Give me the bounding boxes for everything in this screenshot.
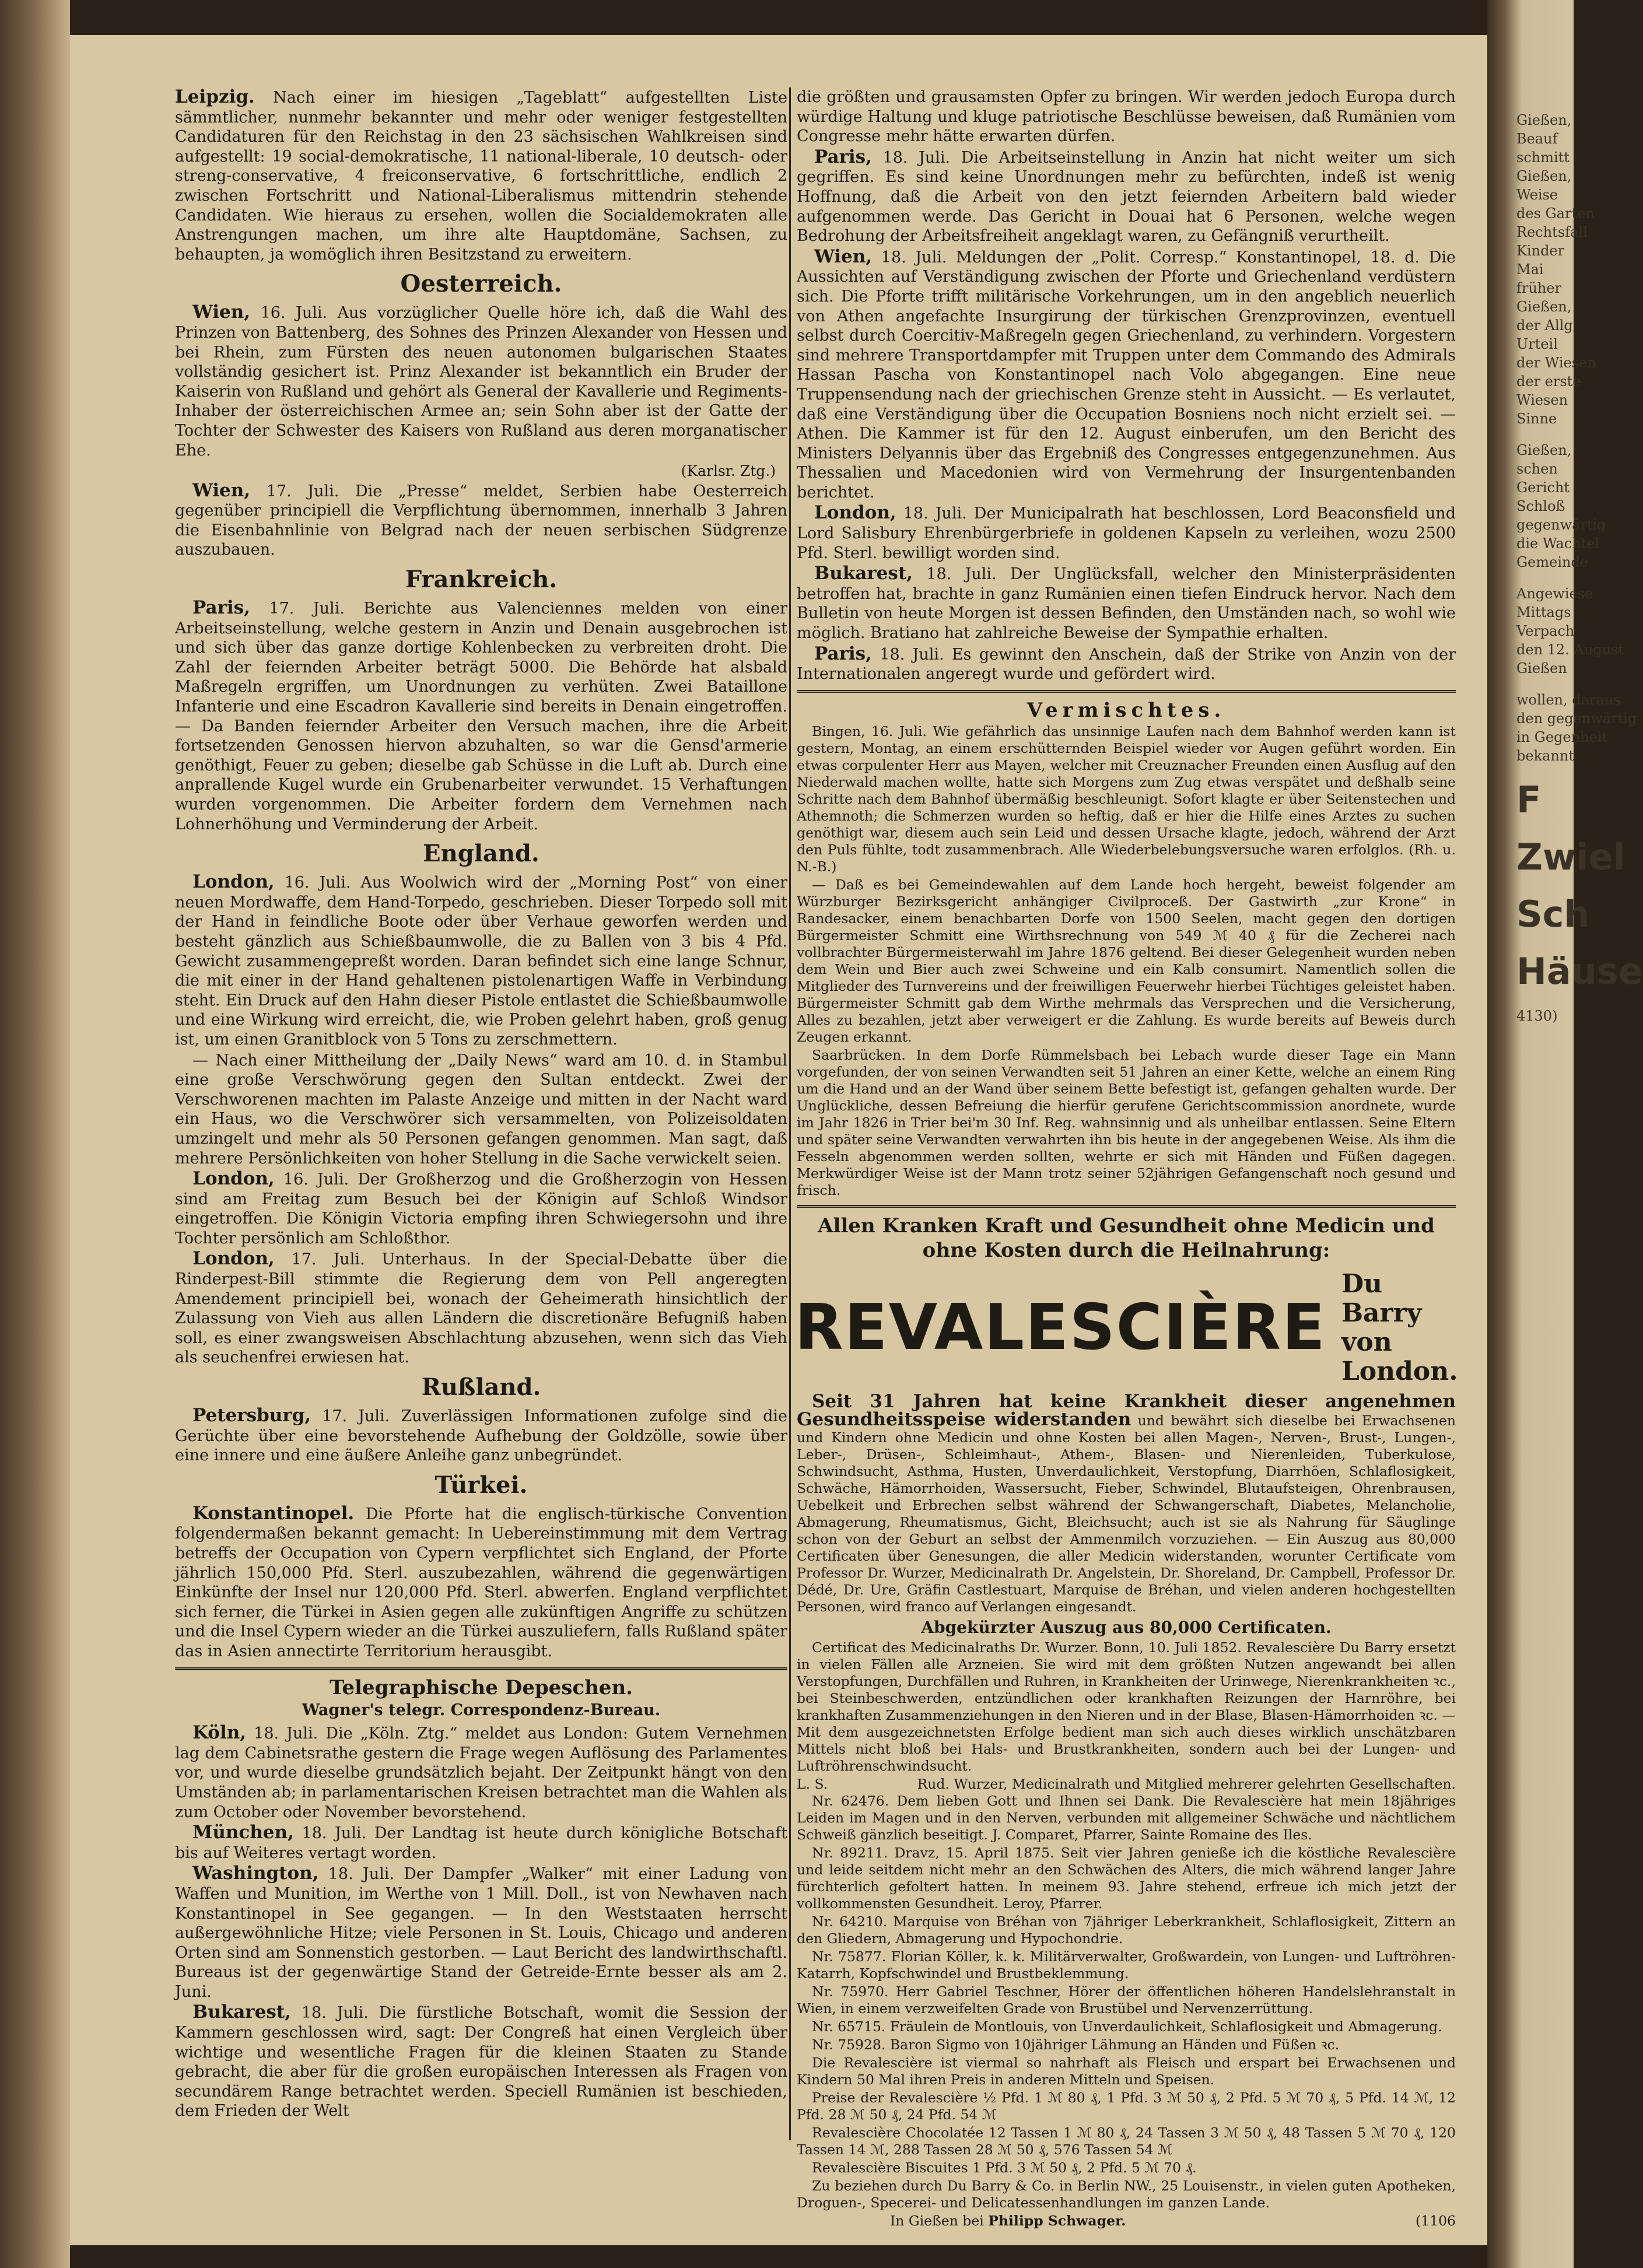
- article-bukarest-2: Bukarest, 18. Juli. Der Unglücksfall, welcher den Ministerpräsidenten betroffen hat, brachte in ganz Rumänien einen tiefen Eindruck hervor. Nach dem Bulletin von heute Morgen ist dessen Befinden, den Umständen nach, so wohl wie möglich. Bratiano hat zahlreiche Beweise der Sympathie erhalten.: [797, 563, 1456, 643]
- neighbor-page-text: Gießen, Beauf schmitt Gießen, Weise des Garten Rechtsfall Kinder Mai früher Gießen, der Allg Urteil der Wiesen der erste Wiesen Sinne Gießen, schen Gericht Schloß gegenwärtig die Wachtel Gemeinde Angewiese Mittags Verpach den 12. August Gießen wollen, daraus den gegenwärtig in Gegenheit bekannt F Zwiel Sch Häuse 4130): [1516, 112, 1643, 1024]
- book-binding: [0, 0, 70, 2268]
- article-london-3: London, 17. Juli. Unterhaus. In der Special-Debatte über die Rinderpest-Bill stimmte die Regierung dem von Pell angeregten Amendement principiell bei, wonach der Geheimerath hinsichtlich der Zulassung von Vieh aus allen Ländern die discretionäre Befugniß haben soll, es einer zwangsweisen Abschlachtung abzusehen, wenn sich das Vieh als seuchenfrei erwiesen hat.: [175, 1248, 787, 1367]
- section-heading-england: England.: [423, 840, 540, 868]
- right-column: [794, 87, 1458, 2230]
- ad-prices-3: Revalescière Biscuites 1 Pfd. 3 ℳ 50 ₰, 2 Pfd. 5 ℳ 70 ₰.: [812, 2159, 1197, 2176]
- ad-cert-7: Nr. 65715. Fräulein de Montlouis, von Unverdaulichkeit, Schlaflosigkeit und Abmagerung.: [812, 2018, 1442, 2035]
- revalesciere-ad: [794, 1214, 1458, 2230]
- ad-cert-3: Nr. 89211. Dravz, 15. April 1875. Seit vier Jahren genieße ich die köstliche Revalescière und leide seitdem nicht mehr an den Schwächen des Alters, die mich während langer Jahre fürchterlich gefoltert hatten. In meinem 93. Jahre stehend, erfreue ich mich jetzt der vollkommensten Gesundheit. Leroy, Pfarrer.: [797, 1844, 1456, 1912]
- section-rule: [797, 690, 1456, 693]
- article-wien-1: Wien, 16. Juli. Aus vorzüglicher Quelle höre ich, daß die Wahl des Prinzen von Battenberg, des Sohnes des Prinzen Alexander von Hessen und bei Rhein, zum Fürsten des neuen autonomen bulgarischen Staates vollständig gesichert ist. Prinz Alexander ist bekanntlich ein Bruder der Kaiserin von Rußland und gehört als General der Kavallerie und Regiments-Inhaber der österreichischen Armee an; sein Sohn aber ist der Gatte der Tochter der Schwester des Kaisers von Rußland aus deren morganatischer Ehe.: [175, 302, 787, 460]
- article-koeln: Köln, 18. Juli. Die „Köln. Ztg.“ meldet aus London: Gutem Vernehmen lag dem Cabinetsrathe gestern die Frage wegen Auflösung des Parlamentes vor, und wurde dieselbe grundsätzlich bejaht. Der Zeitpunkt hängt von den Umständen ab; in parlamentarischen Kreisen betrachtet man die Wahlen als zum October oder November bevorstehend.: [175, 1722, 787, 1821]
- section-heading-depeschen: Telegraphische Depeschen.: [329, 1675, 633, 1699]
- section-rule: [175, 1667, 787, 1670]
- ad-sellers: Zu beziehen durch Du Barry & Co. in Berlin NW., 25 Louisenstr., in vielen guten Apotheken, Droguen-, Specerei- und Delicatessenhandlungen im ganzen Lande.: [797, 2177, 1456, 2211]
- ad-brand: [794, 1268, 1458, 1386]
- ad-prices-1: Preise der Revalescière ½ Pfd. 1 ℳ 80 ₰, 1 Pfd. 3 ℳ 50 ₰, 2 Pfd. 5 ℳ 70 ₰, 5 Pfd. 14 ℳ, 12 Pfd. 28 ℳ 50 ₰, 24 Pfd. 54 ℳ: [797, 2089, 1456, 2123]
- article-source: (Karlsr. Ztg.): [681, 462, 776, 480]
- vermischtes-block: [797, 723, 1456, 1199]
- article-saarbruecken: Saarbrücken. In dem Dorfe Rümmelsbach bei Lebach wurde dieser Tage ein Mann vorgefunden, der von seinen Verwandten seit 51 Jahren an einer Kette, welche an einem Ring um die Hand und an der Wand über seinem Bette befestigt ist, gefangen gehalten wurde. Der Unglückliche, dessen Befreiung die hierfür gerufene Gerichtscommission anordnete, wurde im Jahr 1826 in Trier bei'm 30 Inf. Reg. wahnsinnig und als unheilbar entlassen. Seine Eltern und später seine Verwandten verwahrten ihn bis heute in der angegebenen Weise. Als ihm die Fesseln abgenommen werden sollten, wehrte er sich mit Händen und Füßen dagegen. Merkwürdiger Weise ist der Mann trotz seiner 52jährigen Gefangenschaft noch gesund und frisch.: [797, 1046, 1456, 1198]
- ad-cert-signature: L. S. Rud. Wurzer, Medicinalrath und Mitglied mehrerer gelehrten Gesellschaften.: [797, 1775, 1456, 1792]
- left-column: [175, 87, 787, 2122]
- section-heading-russland: Rußland.: [421, 1373, 541, 1401]
- article-konstantinopel: Konstantinopel. Die Pforte hat die englisch-türkische Convention folgendermaßen bekannt gemacht: In Uebereinstimmung mit dem Vertrag betreffs der Occupation von Cypern verpflichtet sich England, der Pforte jährlich 150,000 Pfd. Sterl. auszubezahlen, während die gegenwärtigen Einkünfte der Insel nur 120,000 Pfd. Sterl. abwerfen. England verpflichtet sich ferner, die Türkei in Asien gegen alle zukünftigen Angriffe zu schützen und die Insel Cypern wieder an die Türkei auszuliefern, falls Rußland später das in Asien annectirte Territorium herausgibt.: [175, 1502, 787, 1660]
- ad-brand-sub: Du Barry von London.: [1341, 1268, 1458, 1386]
- article-bukarest: Bukarest, 18. Juli. Die fürstliche Botschaft, womit die Session der Kammern geschlossen wird, sagt: Der Congreß hat einen Vergleich über wichtige und wesentliche Fragen für die kleinen Staaten zu Stande gebracht, die aber für die großen europäischen Interessen als Fragen von secundärem Range betrachtet werden. Speciell Rumänien ist beschieden, dem Frieden der Welt: [175, 2001, 787, 2120]
- ad-cert-4: Nr. 64210. Marquise von Bréhan von 7jähriger Leberkrankheit, Schlaflosigkeit, Zittern an den Gliedern, Abmagerung und Hypochondrie.: [797, 1913, 1456, 1947]
- article-paris-1: Paris, 18. Juli. Die Arbeitseinstellung in Anzin hat nicht weiter um sich gegriffen. Es sind keine Unordnungen mehr zu befürchten, indeß ist wenig Hoffnung, daß die Arbeit von den jetzt feiernden Arbeitern bald wieder aufgenommen werde. Das Gericht in Douai hat 6 Personen, welche wegen Bedrohung der Arbeitsfreiheit angeklagt waren, zu Gefängniß verurtheilt.: [797, 146, 1456, 246]
- article-london-1: London, 16. Juli. Aus Woolwich wird der „Morning Post“ von einer neuen Mordwaffe, dem Hand-Torpedo, geschrieben. Dieser Torpedo soll mit der Hand in feindliche Boote oder über Verhaue geworfen werden und besteht gänzlich aus Schießbaumwolle, die zu Ballen von 3 bis 4 Pfd. Gewicht zusammengepreßt worden. Daran befindet sich eine lange Schnur, die mit einer in der Hand gehaltenen pistolenartigen Waffe in Verbindung steht. Ein Druck auf den Hahn dieser Pistole entlastet die Schießbaumwolle und eine Wirkung wird erreicht, die, wie Proben gelehrt haben, groß genug ist, um einen Granitblock von 5 Tons zu zerschmettern.: [175, 871, 787, 1049]
- ad-cert-1: Certificat des Medicinalraths Dr. Wurzer. Bonn, 10. Juli 1852. Revalescière Du Barry ersetzt in vielen Fällen alle Arzneien. Sie wird mit dem größten Nutzen angewandt bei allen Verstopfungen, Durchfällen und Ruhren, in Krankheiten der Urinwege, Nierenkrankheiten ꝛc., bei Steinbeschwerden, entzündlichen oder krankhaften Reizungen der Harnröhre, bei krankhaften Zusammenziehungen in den Nieren und in der Blase, Blasen-Hämorrhoiden ꝛc. — Mit dem ausgezeichnetsten Erfolge bedient man sich auch dieses wirklich unschätzbaren Mittels nicht bloß bei Hals- und Brustkrankheiten, sondern auch bei der Lungen- und Luftröhrenschwindsucht.: [797, 1639, 1456, 1774]
- article-paris-2: Paris, 18. Juli. Es gewinnt den Anschein, daß der Strike von Anzin von der Internationalen angeregt wurde und gefördert wird.: [797, 643, 1456, 683]
- section-heading-oesterreich: Oesterreich.: [400, 270, 562, 298]
- ad-cert-2: Nr. 62476. Dem lieben Gott und Ihnen sei Dank. Die Revalescière hat mein 18jähriges Leiden im Magen und in den Nerven, verbunden mit allgemeiner Schwäche und nächtlichem Schweiß gänzlich beseitigt. J. Comparet, Pfarrer, Sainte Romaine des Iles.: [797, 1792, 1456, 1843]
- section-heading-frankreich: Frankreich.: [405, 566, 558, 594]
- article-leipzig: Leipzig. Nach einer im hiesigen „Tageblatt“ aufgestellten Liste sämmtlicher, nunmehr bekannter und mehr oder weniger festgestellten Candidaturen für den Reichstag in den 23 sächsischen Wahlkreisen sind aufgestellt: 19 social-demokratische, 11 national-liberale, 10 deutsch- oder streng-conservative, 4 freiconservative, 6 fortschrittliche, endlich 2 zwischen Fortschritt und National-Liberalismus mittendrin stehende Candidaten. Wie hieraus zu ersehen, wollen die Socialdemokraten alle Anstrengungen machen, um ihre alte Hauptdomäne, Sachsen, zu behaupten, ja womöglich ihren Besitzstand zu erweitern.: [175, 86, 787, 264]
- article-london-2: London, 16. Juli. Der Großherzog und die Großherzogin von Hessen sind am Freitag zum Besuch bei der Königin auf Schloß Windsor eingetroffen. Die Königin Victoria empfing ihren Schwiegersohn und ihre Tochter persönlich am Schloßthor.: [175, 1168, 787, 1247]
- ad-prices-2: Revalescière Chocolatée 12 Tassen 1 ℳ 80 ₰, 24 Tassen 3 ℳ 50 ₰, 48 Tassen 5 ℳ 70 ₰, 120 Tassen 14 ℳ, 288 Tassen 28 ℳ 50 ₰, 576 Tassen 54 ℳ: [797, 2124, 1456, 2158]
- section-heading-tuerkei: Türkei.: [435, 1471, 528, 1499]
- article-washington: Washington, 18. Juli. Der Dampfer „Walker“ mit einer Ladung von Waffen und Munition, im Werthe von 1 Mill. Doll., ist von Newhaven nach Konstantinopel in See gegangen. — In den Weststaaten herrscht außergewöhnliche Hitze; viele Personen in St. Louis, Chicago und anderen Orten sind am Sonnenstich gestorben. — Laut Bericht des landwirthschaftl. Bureaus ist der gegenwärtige Stand der Getreide-Ernte besser als am 2. Juni.: [175, 1863, 787, 2001]
- section-heading-vermischtes: Vermischtes.: [1027, 698, 1226, 722]
- article-paris: Paris, 17. Juli. Berichte aus Valenciennes melden von einer Arbeitseinstellung, welche gestern in Anzin und Denain ausgebrochen ist und sich über das ganze dortige Kohlenbecken zu verbreiten droht. Die Zahl der feiernden Arbeiter beträgt 5000. Die Behörde hat alsbald Maßregeln ergriffen, um Unordnungen zu verhüten. Zwei Bataillone Infanterie und eine Escadron Kavallerie sind bereits in Denain eingetroffen. — Da Banden feiernder Arbeiter den Versuch machen, ihre die Arbeit fortsetzenden Genossen hiervon abzuhalten, so war die Gensd'armerie genöthigt, Feuer zu geben; dieselbe gab Schüsse in die Luft ab. Durch eine anprallende Kugel wurde ein Grubenarbeiter verwundet. 15 Verhaftungen wurden vorgenommen. Die Arbeiter fordern dem Vernehmen nach Lohnerhöhung und Verminderung der Arbeit.: [175, 597, 787, 833]
- ad-cert-5: Nr. 75877. Florian Köller, k. k. Militärverwalter, Großwardein, von Lungen- und Luftröhren-Katarrh, Kopfschwindel und Brustbeklemmung.: [797, 1948, 1456, 1982]
- article-continuation: die größten und grausamsten Opfer zu bringen. Wir werden jedoch Europa durch würdige Haltung und kluge patriotische Beschlüsse beweisen, daß Rumänien vom Congresse mehr hätte erwarten dürfen.: [797, 88, 1456, 146]
- ad-prices-intro: Die Revalescière ist viermal so nahrhaft als Fleisch und erspart bei Erwachsenen und Kindern 50 Mal ihren Preis in anderen Mitteln und Speisen.: [797, 2054, 1456, 2088]
- article-wien-2: Wien, 17. Juli. Die „Presse“ meldet, Serbien habe Oesterreich gegenüber principiell die Verpflichtung übernommen, innerhalb 3 Jahren die Eisenbahnlinie von Belgrad nach der neuen serbischen Südgrenze auszubauen.: [175, 479, 787, 559]
- section-rule: [797, 1205, 1456, 1208]
- ad-lead-para: Seit 31 Jahren hat keine Krankheit dieser angenehmen Gesundheitsspeise widerstanden und bewährt sich dieselbe bei Erwachsenen und Kindern ohne Medicin und ohne Kosten bei allen Magen-, Nerven-, Brust-, Lungen-, Leber-, Drüsen-, Schleimhaut-, Athem-, Blasen- und Nierenleiden, Tuberkulose, Schwindsucht, Asthma, Husten, Unverdaulichkeit, Verstopfung, Diarrhöen, Schlaflosigkeit, Schwäche, Hämorrhoiden, Wassersucht, Fieber, Schwindel, Blutaufsteigen, Ohrenbrausen, Uebelkeit und Erbrechen selbst während der Schwangerschaft, Diabetes, Melancholie, Abmagerung, Rheumatismus, Gicht, Bleichsucht; auch ist sie als Nahrung für Säuglinge schon von der Geburt an selbst der Ammenmilch vorzuziehen. — Ein Auszug aus 80,000 Certificaten über Genesungen, die aller Medicin widerstanden, worunter Certificate vom Professor Dr. Wurzer, Medicinalrath Dr. Angelstein, Dr. Shoreland, Dr. Campbell, Professor Dr. Dédé, Dr. Ure, Gräfin Castlestuart, Marquise de Bréhan, und vielen anderen hochgestellten Personen, wird franco auf Verlangen eingesandt.: [797, 1390, 1456, 1615]
- ad-cert-heading: Abgekürzter Auszug aus 80,000 Certificaten.: [921, 1617, 1332, 1637]
- ad-local-seller: In Gießen bei Philipp Schwager. (1106: [890, 2212, 1456, 2229]
- article-wien: Wien, 18. Juli. Meldungen der „Polit. Corresp.“ Konstantinopel, 18. d. Die Aussichten auf Verständigung zwischen der Pforte und Griechenland verdüstern sich. Die Pforte trifft militärische Vorkehrungen, um in den angeblich neuerlich von Athen angefachte Insurgirung der türkischen Grenzprovinzen, eventuell selbst durch Coercitiv-Maßregeln gegen Griechenland, zu verhindern. Vorgestern sind mehrere Transportdampfer mit Truppen unter dem Commando des Admirals Hassan Pascha von Konstantinopel nach Volo abgegangen. Eine neue Truppensendung nach der griechischen Grenze steht in Aussicht. — Es verlautet, daß eine Verständigung über die Occupation Bosniens noch nicht erzielt sei. — Athen. Die Kammer ist für den 12. August einberufen, um den Bericht des Ministers Delyannis über das Ergebniß des Congresses entgegenzunehmen. Aus Thessalien und Macedonien wird von Vermehrung der Insurgentenbanden berichtet.: [797, 246, 1456, 502]
- ad-cert-6: Nr. 75970. Herr Gabriel Teschner, Hörer der öffentlichen höheren Handelslehranstalt in Wien, in einem verzweifelten Grade von Brustübel und Nervenzerrüttung.: [797, 1983, 1456, 2017]
- article-bingen: Bingen, 16. Juli. Wie gefährlich das unsinnige Laufen nach dem Bahnhof werden kann ist gestern, Montag, an einem erschütternden Beispiel wieder vor Augen geführt worden. Ein etwas corpulenter Herr aus Mayen, welcher mit Creuznacher Freunden einen Ausflug auf den Niederwald machen wollte, hatte sich Morgens zum Zug etwas verspätet und deßhalb seine Schritte nach dem Bahnhof übermäßig beschleunigt. Sofort klagte er über Seitenstechen und Athemnoth; die Schmerzen wurden so heftig, daß er hier die Hilfe eines Arztes zu suchen genöthigt war, diesem auch sein Leid und dessen Ursache klagte, jedoch, während der Arzt den Puls fühlte, todt zusammenbrach. Alle Wiederbelebungsversuche waren erfolglos. (Rh. u. N.-B.): [797, 723, 1456, 875]
- article-london: London, 18. Juli. Der Municipalrath hat beschlossen, Lord Beaconsfield und Lord Salisbury Ehrenbürgerbriefe in goldenen Kapseln zu verleihen, wozu 2500 Pfd. Sterl. bewilligt worden sind.: [797, 502, 1456, 562]
- place-name: Leipzig.: [175, 86, 255, 107]
- ad-headline: Allen Kranken Kraft und Gesundheit ohne Medicin und ohne Kosten durch die Heilnahrung:: [818, 1214, 1435, 1262]
- article-london-1b: — Nach einer Mittheilung der „Daily News“ ward am 10. d. in Stambul eine große Verschwörung gegen den Sultan entdeckt. Zwei der Verschworenen machten im Palaste Anzeige und mitten in der Nacht ward ein Haus, wo die Verschwörer sich versammelten, von Polizeisoldaten umzingelt und mehr als 50 Personen gefangen genommen. Man sagt, daß mehrere Persönlichkeiten von hoher Stellung in die Sache verwickelt seien.: [175, 1051, 787, 1168]
- article-petersburg: Petersburg, 17. Juli. Zuverlässigen Informationen zufolge sind die Gerüchte über eine bevorstehende Aufhebung der Goldzölle, sowie über eine innere und eine äußere Anleihe ganz unbegründet.: [175, 1405, 787, 1465]
- ad-number: (1106: [1416, 2212, 1456, 2229]
- article-gemeindewahl: — Daß es bei Gemeindewahlen auf dem Lande hoch hergeht, beweist folgender am Würzburger Bezirksgericht anhängiger Civilproceß. Der Gastwirth „zur Krone“ in Randesacker, einem benachbarten Dorfe von 1500 Seelen, macht gegen den dortigen Bürgermeister Schmitt eine Wirthsrechnung von 549 ℳ 40 ₰ für die Zecherei nach vollbrachter Bürgermeisterwahl im Jahre 1876 geltend. Bei dieser Gelegenheit wurden neben dem Wein und Bier auch zwei Schweine und ein Kalb consumirt. Namentlich sollen die Mitglieder des Turnvereins und der freiwilligen Feuerwehr hierbei Tüchtiges geleistet haben. Bürgermeister Schmitt gab dem Wirthe mehrmals das Versprechen und die Versicherung, Alles zu bezahlen, jetzt aber verweigert er die Zahlung. Es wurde bereits auf Beweis durch Zeugen erkannt.: [797, 876, 1456, 1045]
- ad-body: [797, 1390, 1456, 2230]
- ad-brand-name: REVALESCIÈRE: [794, 1291, 1326, 1364]
- ad-cert-8: Nr. 75928. Baron Sigmo von 10jähriger Lähmung an Händen und Füßen ꝛc.: [812, 2036, 1340, 2053]
- section-subheading-bureau: Wagner's telegr. Correspondenz-Bureau.: [302, 1701, 661, 1719]
- article-muenchen: München, 18. Juli. Der Landtag ist heute durch königliche Botschaft bis auf Weiteres vertagt worden.: [175, 1822, 787, 1862]
- column-divider: [789, 87, 791, 2140]
